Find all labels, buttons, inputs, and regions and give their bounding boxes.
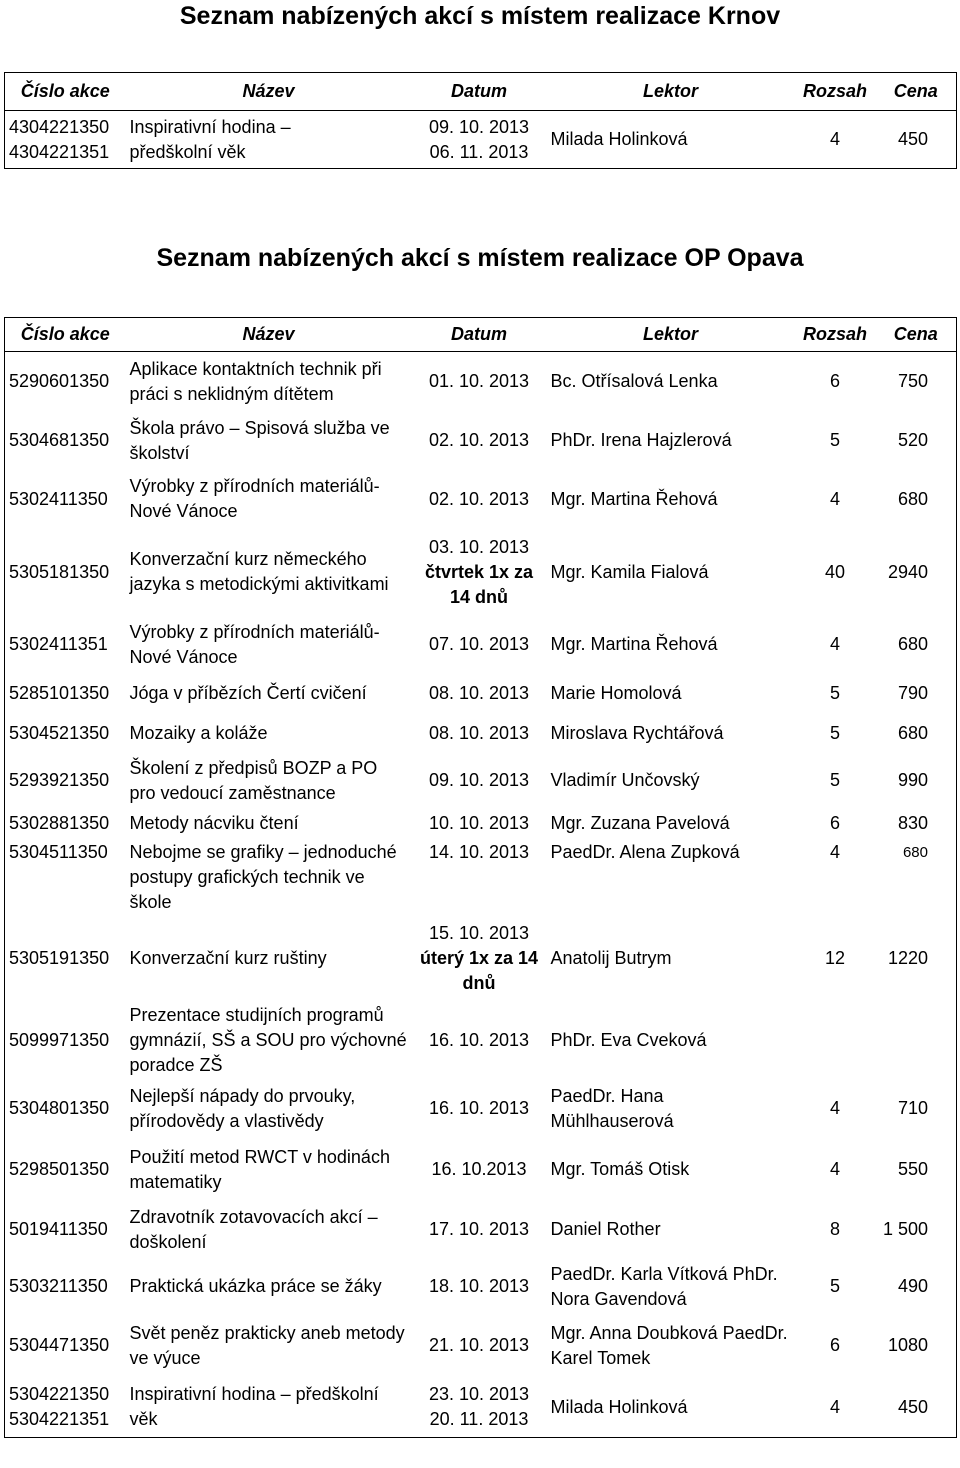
event-date xyxy=(412,1078,547,1140)
event-name: Metody nácviku čtení xyxy=(129,813,299,833)
event-date xyxy=(412,1200,547,1260)
event-date-value: 02. 10. 2013 xyxy=(428,430,530,450)
event-hours: 4 xyxy=(829,841,840,862)
event-date-value: 01. 10. 2013 xyxy=(428,371,530,392)
event-date-value: 16. 10.2013 xyxy=(431,1159,527,1179)
header-date: Datum xyxy=(412,318,547,352)
event-date-value: 07. 10. 2013 xyxy=(428,634,530,654)
event-name: Inspirativní hodina – předškolní věk xyxy=(129,1384,379,1430)
event-price: 450 xyxy=(897,1396,928,1417)
event-date-value: 16. 10. 2013 xyxy=(428,1098,530,1118)
event-date-value: 09. 10. 2013 xyxy=(428,770,530,790)
event-lector: Vladimír Unčovský xyxy=(550,770,700,790)
table-row xyxy=(5,1260,957,1314)
event-price: 1220 xyxy=(887,948,928,968)
event-name: Prezentace studijních programů gymnázií, SŠ a SOU pro výchovné poradce ZŠ xyxy=(129,1004,407,1075)
event-hours: 5 xyxy=(829,430,840,450)
event-date-value: 18. 10. 2013 xyxy=(428,1276,530,1296)
event-hours: 5 xyxy=(829,683,840,703)
event-name: Zdravotník zotavovacích akcí – doškolení xyxy=(129,1206,378,1252)
event-hours: 5 xyxy=(829,723,840,743)
event-price: 790 xyxy=(897,683,928,703)
event-id: 5304801350 xyxy=(9,1098,110,1118)
event-id: 5099971350 xyxy=(9,1029,110,1050)
table-row xyxy=(5,111,957,169)
table-row xyxy=(5,808,957,840)
table-row xyxy=(5,714,957,754)
event-lector: Bc. Otřísalová Lenka xyxy=(550,371,718,392)
header-event-number: Číslo akce xyxy=(5,318,126,352)
event-date xyxy=(412,840,547,915)
event-price: 450 xyxy=(897,129,928,149)
event-date-value: 15. 10. 2013 xyxy=(428,923,530,943)
event-hours: 12 xyxy=(824,948,846,968)
event-lector: PaedDr. Hana Mühlhauserová xyxy=(550,1085,674,1131)
opava-table-body xyxy=(5,352,957,1438)
event-hours: 4 xyxy=(829,1396,840,1417)
event-lector: Mgr. Anna Doubková PaedDr. Karel Tomek xyxy=(550,1322,788,1368)
event-price: 680 xyxy=(897,723,928,743)
event-date-value: 10. 10. 2013 xyxy=(428,813,530,833)
event-date-value: 03. 10. 2013 xyxy=(428,536,530,557)
header-price: Cena xyxy=(876,318,957,352)
event-date-note: úterý 1x za 14 dnů xyxy=(419,948,539,993)
table-row xyxy=(5,1314,957,1378)
table-header-row xyxy=(5,318,957,352)
event-id: 5304471350 xyxy=(9,1335,110,1355)
event-id: 5019411350 xyxy=(9,1219,108,1239)
table-row xyxy=(5,674,957,714)
event-name: Nejlepší nápady do prvouky, přírodovědy a vlastivědy xyxy=(129,1085,356,1131)
event-date-value: 16. 10. 2013 xyxy=(428,1029,530,1050)
event-price: 680 xyxy=(902,843,928,861)
event-name: Mozaiky a koláže xyxy=(129,723,268,743)
event-price: 520 xyxy=(897,430,928,450)
opava-events-table xyxy=(4,317,957,1438)
event-date xyxy=(412,714,547,754)
event-name: Aplikace kontaktních technik při práci s neklidným dítětem xyxy=(129,358,382,404)
header-lector: Lektor xyxy=(547,318,795,352)
event-name: Výrobky z přírodních materiálů-Nové Vánoce xyxy=(129,621,380,667)
event-date-value: 17. 10. 2013 xyxy=(428,1219,530,1239)
table-row xyxy=(5,1200,957,1260)
event-date-value: 23. 10. 2013 20. 11. 2013 xyxy=(428,1384,530,1430)
event-price: 1 500 xyxy=(882,1219,928,1239)
event-price: 490 xyxy=(897,1276,928,1296)
event-date-value: 14. 10. 2013 xyxy=(428,841,530,862)
event-id: 5290601350 xyxy=(9,371,110,392)
event-lector: PaedDr. Karla Vítková PhDr. Nora Gavendová xyxy=(550,1263,778,1309)
event-lector: Mgr. Zuzana Pavelová xyxy=(550,813,730,833)
event-lector: PhDr. Eva Cveková xyxy=(550,1029,707,1050)
event-date-value: 02. 10. 2013 xyxy=(428,488,530,509)
event-lector: Mgr. Martina Řehová xyxy=(550,488,718,509)
event-price: 990 xyxy=(897,770,928,790)
event-lector: PaedDr. Alena Zupková xyxy=(550,841,740,862)
event-name: Výrobky z přírodních materiálů-Nové Vánoce xyxy=(129,476,380,521)
event-price: 1080 xyxy=(887,1335,928,1355)
event-hours xyxy=(795,1003,876,1078)
event-date xyxy=(412,915,547,1003)
event-hours: 5 xyxy=(829,1276,840,1296)
header-name: Název xyxy=(126,318,412,352)
table-row xyxy=(5,1078,957,1140)
event-hours: 8 xyxy=(829,1219,840,1239)
event-date xyxy=(412,1140,547,1200)
event-price: 750 xyxy=(897,371,928,392)
header-hours: Rozsah xyxy=(795,318,876,352)
event-price: 680 xyxy=(897,634,928,654)
krnov-events-table xyxy=(4,72,957,169)
event-hours: 4 xyxy=(829,1098,840,1118)
event-hours: 6 xyxy=(829,371,840,392)
table-row xyxy=(5,352,957,412)
event-name: Konverzační kurz ruštiny xyxy=(129,948,327,968)
event-id: 5304511350 xyxy=(9,841,108,862)
event-hours: 4 xyxy=(829,488,840,509)
event-date xyxy=(412,352,547,412)
event-price: 830 xyxy=(897,813,928,833)
table-row xyxy=(5,915,957,1003)
event-lector: Marie Homolová xyxy=(550,683,682,703)
event-id: 5293921350 xyxy=(9,770,110,790)
event-id: 5302881350 xyxy=(9,813,110,833)
event-date: 09. 10. 2013 06. 11. 2013 xyxy=(428,116,530,162)
table-row xyxy=(5,1140,957,1200)
table-row xyxy=(5,470,957,529)
event-price: 710 xyxy=(897,1098,928,1118)
event-id: 5302411350 xyxy=(9,488,108,509)
event-date xyxy=(412,754,547,808)
event-id: 4304221350 4304221351 xyxy=(9,116,110,162)
table-row xyxy=(5,1003,957,1078)
event-id: 5305181350 xyxy=(9,561,110,582)
event-date-value: 08. 10. 2013 xyxy=(428,723,530,743)
event-id: 5285101350 xyxy=(9,683,110,703)
table-row xyxy=(5,529,957,616)
header-date: Datum xyxy=(412,73,547,111)
header-lector: Lektor xyxy=(547,73,795,111)
event-hours: 4 xyxy=(829,129,840,149)
event-price xyxy=(876,1003,957,1078)
event-date xyxy=(412,1378,547,1438)
event-price: 550 xyxy=(897,1159,928,1179)
event-name: Jóga v příbězích Čertí cvičení xyxy=(129,683,367,703)
opava-section-title: Seznam nabízených akcí s místem realizace OP Opava xyxy=(156,244,804,272)
table-row xyxy=(5,412,957,470)
event-id: 5305191350 xyxy=(9,948,110,968)
event-date xyxy=(412,1260,547,1314)
event-name: Konverzační kurz německého jazyka s metodickými aktivitkami xyxy=(129,549,389,594)
event-hours: 5 xyxy=(829,770,840,790)
event-lector: Miroslava Rychtářová xyxy=(550,723,724,743)
event-lector: Milada Holinková xyxy=(550,129,688,149)
event-price: 680 xyxy=(897,488,928,509)
event-lector: Mgr. Martina Řehová xyxy=(550,634,718,654)
event-name: Svět peněz prakticky aneb metody ve výuce xyxy=(129,1322,405,1368)
event-hours: 4 xyxy=(829,634,840,654)
event-price: 2940 xyxy=(887,561,928,582)
krnov-section-title: Seznam nabízených akcí s místem realizace Krnov xyxy=(179,2,781,30)
table-row xyxy=(5,840,957,915)
table-header-row xyxy=(5,73,957,111)
event-lector: Mgr. Kamila Fialová xyxy=(550,561,709,582)
event-id: 5304681350 xyxy=(9,430,110,450)
event-date xyxy=(412,616,547,674)
event-date xyxy=(412,412,547,470)
event-id: 5298501350 xyxy=(9,1159,110,1179)
event-hours: 6 xyxy=(829,1335,840,1355)
event-name: Použití metod RWCT v hodinách matematiky xyxy=(129,1146,390,1192)
event-name: Školení z předpisů BOZP a PO pro vedoucí zaměstnance xyxy=(129,757,378,803)
event-name: Inspirativní hodina – předškolní věk xyxy=(129,116,291,162)
event-id: 5302411351 xyxy=(9,634,108,654)
event-id: 5303211350 xyxy=(9,1276,108,1296)
event-date-value: 08. 10. 2013 xyxy=(428,683,530,703)
event-name: Praktická ukázka práce se žáky xyxy=(129,1276,382,1296)
header-name: Název xyxy=(126,73,412,111)
event-date xyxy=(412,1314,547,1378)
header-event-number: Číslo akce xyxy=(5,73,126,111)
event-name: Škola právo – Spisová služba ve školství xyxy=(129,417,390,463)
event-id: 5304521350 xyxy=(9,723,110,743)
event-hours: 40 xyxy=(824,561,846,582)
event-id: 5304221350 5304221351 xyxy=(9,1384,110,1430)
event-lector: Daniel Rother xyxy=(550,1219,661,1239)
table-row xyxy=(5,1378,957,1438)
event-lector: Mgr. Tomáš Otisk xyxy=(550,1159,690,1179)
event-hours: 4 xyxy=(829,1159,840,1179)
header-hours: Rozsah xyxy=(795,73,876,111)
event-date-value: 21. 10. 2013 xyxy=(428,1335,530,1355)
event-date xyxy=(412,674,547,714)
event-lector: Anatolij Butrym xyxy=(550,948,672,968)
event-date-note: čtvrtek 1x za 14 dnů xyxy=(424,561,534,607)
event-name: Nebojme se grafiky – jednoduché postupy grafických technik ve škole xyxy=(129,841,397,912)
event-lector: Milada Holinková xyxy=(550,1396,688,1417)
event-hours: 6 xyxy=(829,813,840,833)
event-date xyxy=(412,808,547,840)
event-date xyxy=(412,1003,547,1078)
event-date xyxy=(412,470,547,529)
table-row xyxy=(5,754,957,808)
table-row xyxy=(5,616,957,674)
event-date xyxy=(412,529,547,616)
event-lector: PhDr. Irena Hajzlerová xyxy=(550,430,732,450)
header-price: Cena xyxy=(876,73,957,111)
